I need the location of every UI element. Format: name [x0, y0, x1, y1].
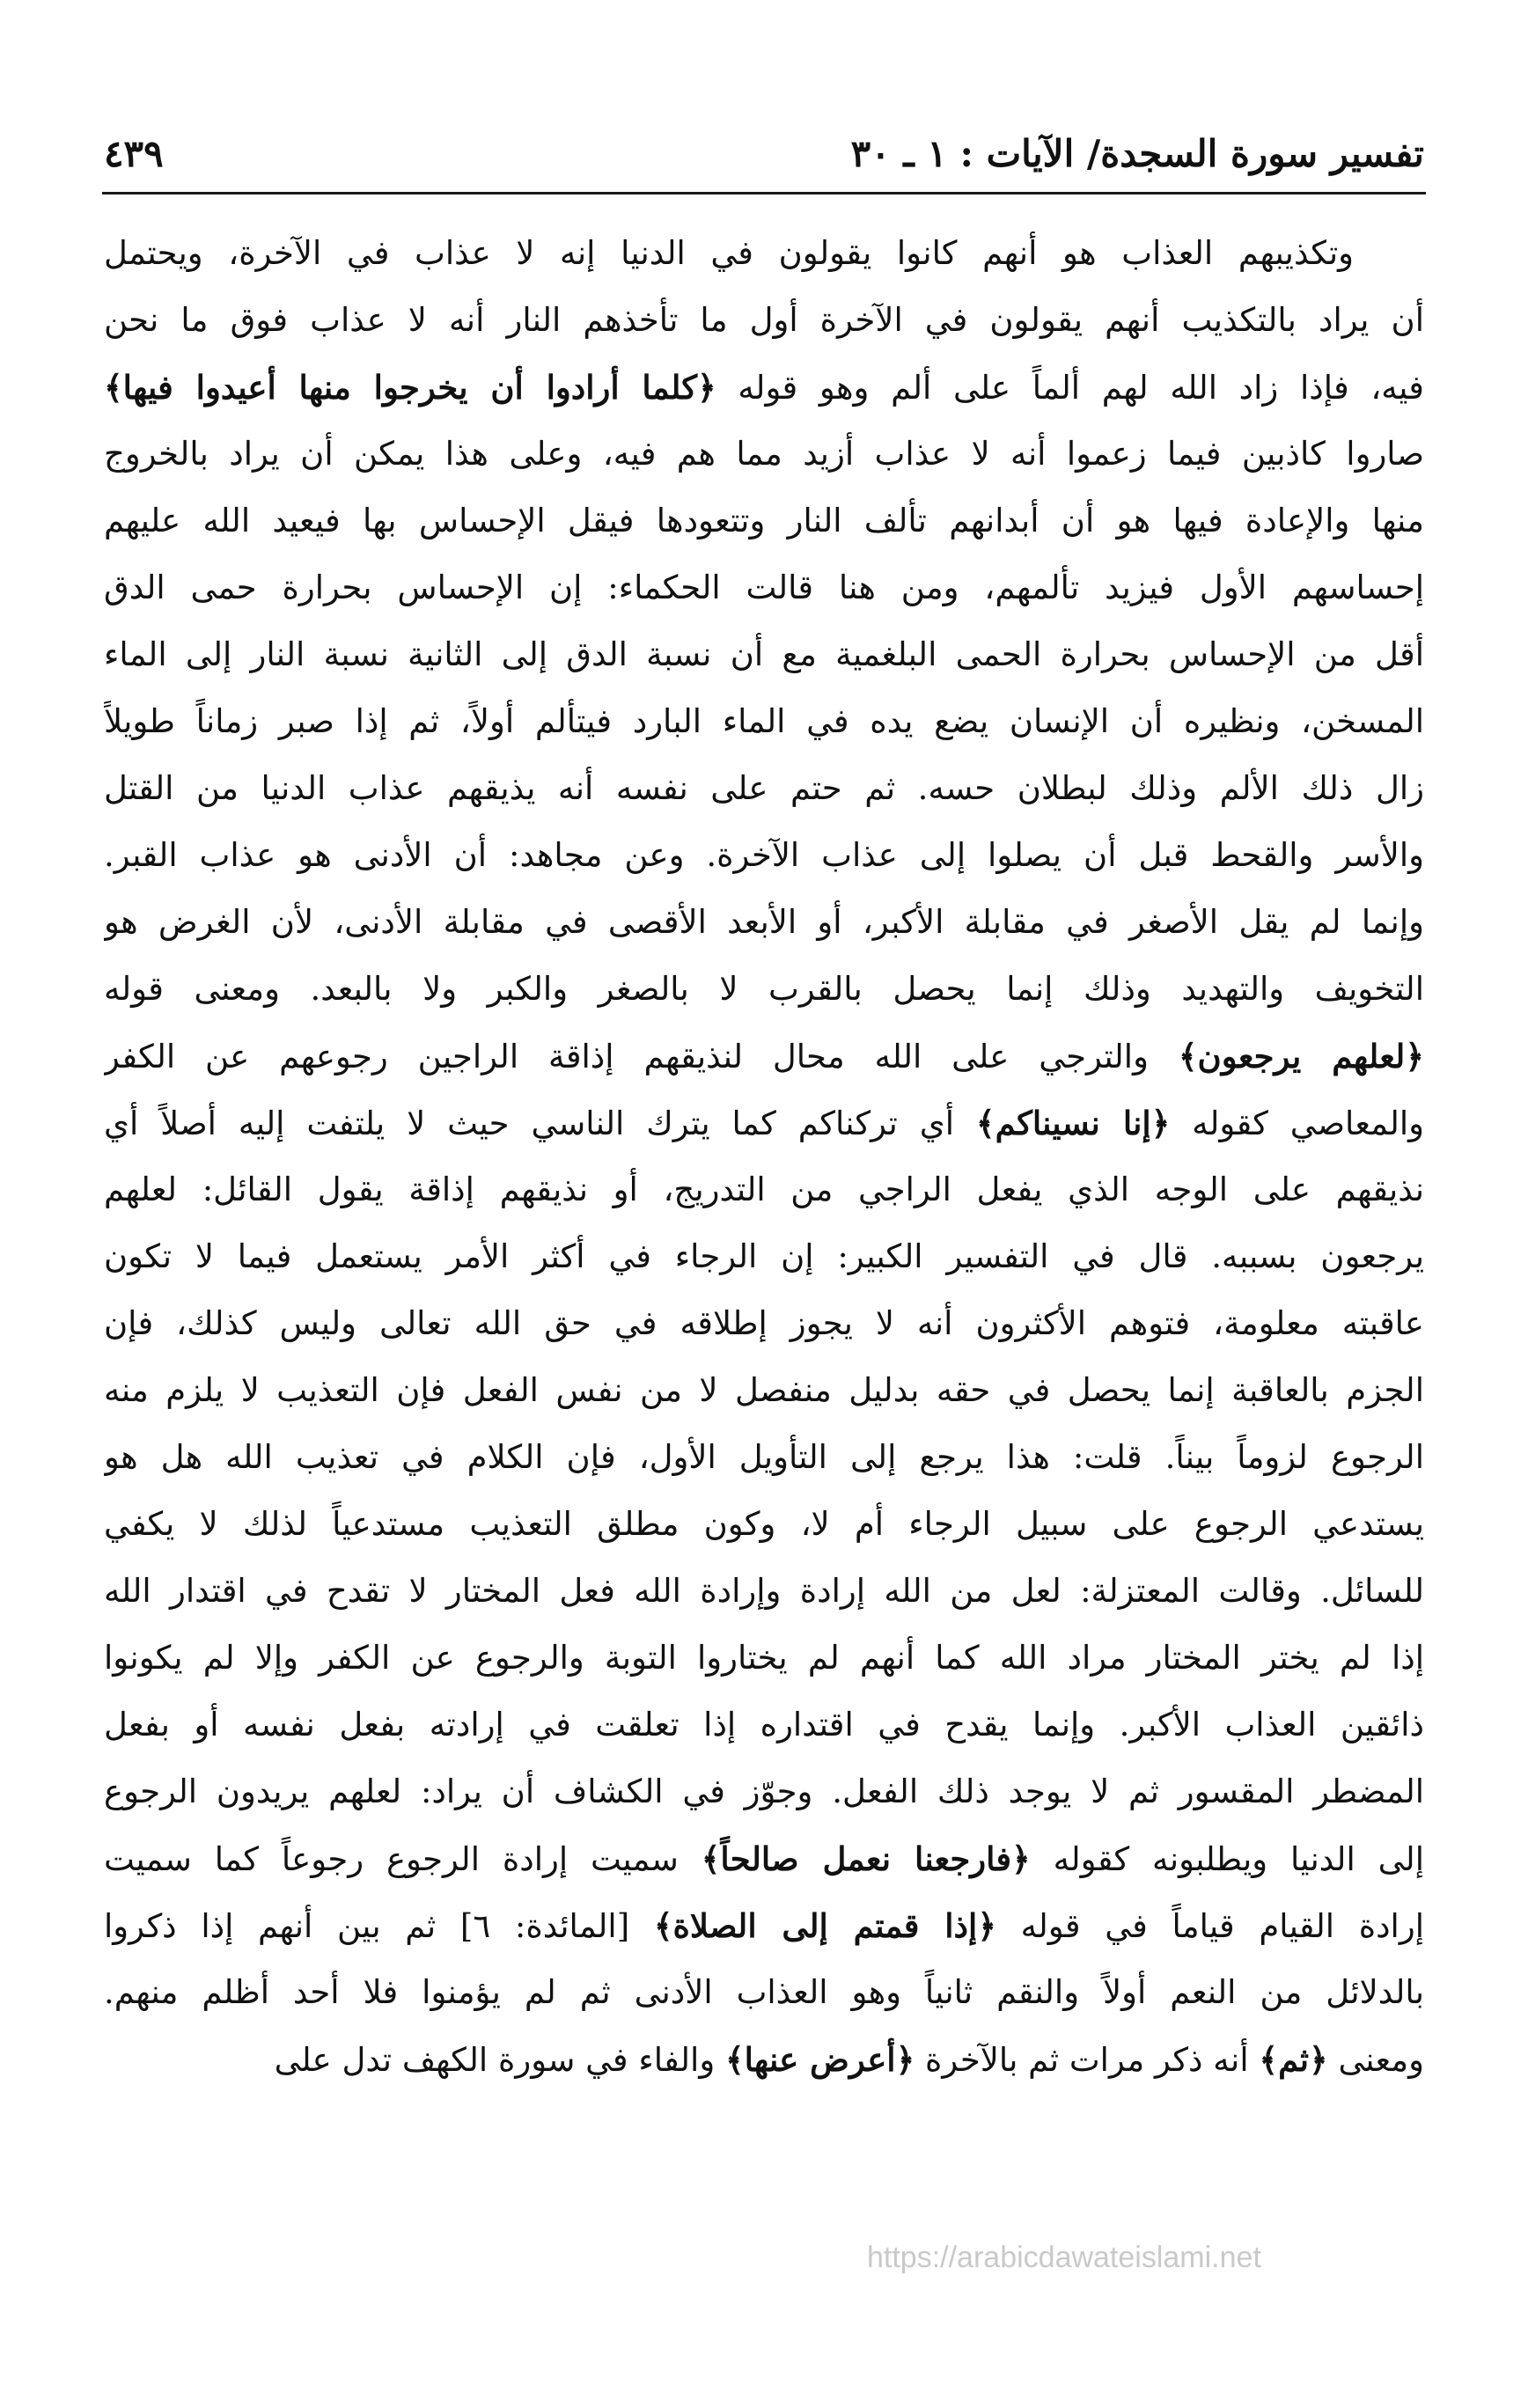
quran-quote: ﴿ثم﴾	[1259, 2040, 1328, 2079]
watermark-url: https://arabicdawateislami.net	[867, 2241, 1261, 2274]
text-line: إذا لم يختر المختار مراد الله كما أنهم لم يختاروا التوبة والرجوع عن الكفر وإلا لم يكونوا	[104, 1639, 1424, 1677]
quran-quote: ﴿فارجعنا نعمل صالحاً﴾	[701, 1839, 1031, 1878]
page-header	[104, 132, 1424, 194]
running-title: تفسير سورة السجدة/ الآيات : ١ ـ ٣٠	[850, 132, 1424, 175]
text-line: عاقبته معلومة، فتوهم الأكثرون أنه لا يجوز إطلاقه في حق الله تعالى وليس كذلك، فإن	[104, 1304, 1424, 1342]
text-line: المضطر المقسور ثم لا يوجد ذلك الفعل. وجوّز في الكشاف أن يراد: لعلهم يريدون الرجوع	[104, 1773, 1424, 1810]
text-line: الرجوع لزوماً بيناً. قلت: هذا يرجع إلى التأويل الأول، فإن الكلام في تعذيب الله هل هو	[104, 1438, 1424, 1476]
text-line: للسائل. وقالت المعتزلة: لعل من الله إرادة وإرادة الله فعل المختار لا تقدح في اقتدار الله	[104, 1572, 1424, 1610]
text-line: إرادة القيام قياماً في قوله ﴿إذا قمتم إلى الصلاة﴾ [المائدة: ٦] ثم بين أنهم إذا ذكروا	[104, 1906, 1424, 1945]
text-line: أقل من الإحساس بحرارة الحمى البلغمية مع أن نسبة الدق إلى الثانية نسبة النار إلى الماء	[104, 635, 1424, 673]
text-line: الجزم بالعاقبة إنما يحصل في حقه بدليل منفصل لا من نفس الفعل فإن التعذيب لا يلزم منه	[104, 1371, 1424, 1409]
body-text	[104, 220, 1424, 2093]
text-line: والمعاصي كقوله ﴿إنا نسيناكم﴾ أي تركناكم كما يترك الناسي حيث لا يلتفت إليه أصلاً أي	[104, 1104, 1424, 1142]
text-line: يستدعي الرجوع على سبيل الرجاء أم لا، وكون مطلق التعذيب مستدعياً لذلك لا يكفي	[104, 1505, 1424, 1543]
text-line: زال ذلك الألم وذلك لبطلان حسه. ثم حتم على نفسه أنه يذيقهم عذاب الدنيا من القتل	[104, 769, 1424, 807]
text-line: ومعنى ﴿ثم﴾ أنه ذكر مرات ثم بالآخرة ﴿أعرض عنها﴾ والفاء في سورة الكهف تدل على	[274, 2040, 1424, 2079]
text-line: ﴿لعلهم يرجعون﴾ والترجي على الله محال لنذيقهم إذاقة الراجين رجوعهم عن الكفر	[104, 1037, 1424, 1076]
text-line: وإنما لم يقل الأصغر في مقابلة الأكبر، أو الأبعد الأقصى في مقابلة الأدنى، لأن الغرض هو	[104, 903, 1424, 941]
text-line: بالدلائل من النعم أولاً والنقم ثانياً وهو العذاب الأدنى ثم لم يؤمنوا فلا أحد أظلم منهم.	[104, 1973, 1424, 2011]
text-line: صاروا كاذبين فيما زعموا أنه لا عذاب أزيد مما هم فيه، وعلى هذا يمكن أن يراد بالخروج	[104, 435, 1424, 473]
quran-quote: ﴿كلما أرادوا أن يخرجوا منها أعيدوا فيها﴾	[104, 368, 716, 407]
text-line: يرجعون بسببه. قال في التفسير الكبير: إن الرجاء في أكثر الأمر يستعمل فيما لا تكون	[104, 1237, 1424, 1275]
quran-quote: ﴿إذا قمتم إلى الصلاة﴾	[653, 1906, 996, 1945]
text-line: إلى الدنيا ويطلبونه كقوله ﴿فارجعنا نعمل صالحاً﴾ سميت إرادة الرجوع رجوعاً كما سميت	[104, 1839, 1424, 1878]
text-line: فيه، فإذا زاد الله لهم ألماً على ألم وهو قوله ﴿كلما أرادوا أن يخرجوا منها أعيدوا فيها﴾	[104, 368, 1424, 407]
text-line: أن يراد بالتكذيب أنهم يقولون في الآخرة أول ما تأخذهم النار أنه لا عذاب فوق ما نحن	[104, 301, 1424, 339]
page-number: ٤٣٩	[104, 132, 164, 175]
text-line: وتكذيبهم العذاب هو أنهم كانوا يقولون في الدنيا إنه لا عذاب في الآخرة، ويحتمل	[104, 234, 1354, 272]
text-line: ذائقين العذاب الأكبر. وإنما يقدح في اقتداره إذا تعلقت في إرادته بفعل نفسه أو بفعل	[104, 1706, 1424, 1744]
text-line: التخويف والتهديد وذلك إنما يحصل بالقرب لا بالصغر والكبر ولا بالبعد. ومعنى قوله	[104, 970, 1424, 1008]
quran-quote: ﴿إنا نسيناكم﴾	[975, 1104, 1171, 1142]
header-rule	[102, 192, 1426, 195]
text-line: المسخن، ونظيره أن الإنسان يضع يده في الماء البارد فيتألم أولاً، ثم إذا صبر زماناً طويلاً	[104, 702, 1424, 740]
quran-quote: ﴿لعلهم يرجعون﴾	[1178, 1037, 1424, 1076]
text-line: نذيقهم على الوجه الذي يفعل الراجي من التدريج، أو نذيقهم إذاقة يقول القائل: لعلهم	[104, 1171, 1424, 1208]
text-line: منها والإعادة فيها هو أن أبدانهم تألف النار وتتعودها فيقل الإحساس بها فيعيد الله عليهم	[104, 502, 1424, 540]
text-line: إحساسهم الأول فيزيد تألمهم، ومن هنا قالت الحكماء: إن الإحساس بحرارة حمى الدق	[104, 569, 1424, 606]
text-line: والأسر والقحط قبل أن يصلوا إلى عذاب الآخرة. وعن مجاهد: أن الأدنى هو عذاب القبر.	[104, 836, 1424, 874]
quran-quote: ﴿أعرض عنها﴾	[724, 2040, 915, 2079]
